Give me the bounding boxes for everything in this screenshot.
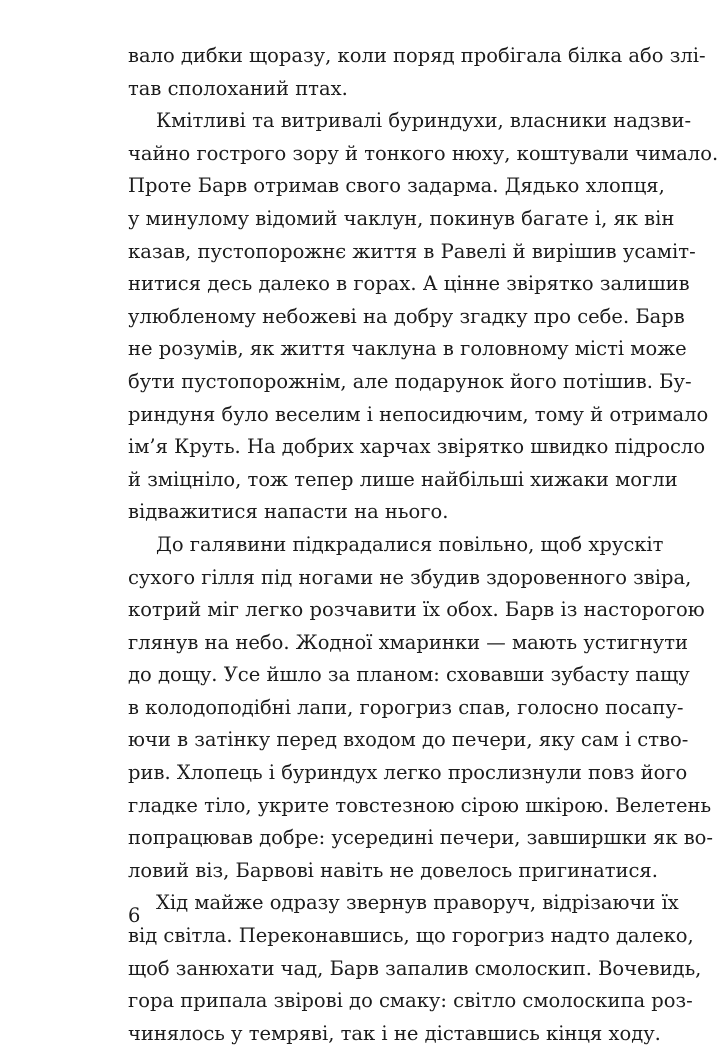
text-line: нитися десь далеко в горах. А цінне звірятко залишив bbox=[128, 272, 690, 296]
text-line: у минулому відомий чаклун, покинув багате і, як він bbox=[128, 206, 675, 230]
paragraph bbox=[128, 105, 719, 529]
text-line: рив. Хлопець і буриндух легко прослизнули повз його bbox=[128, 761, 688, 785]
text-line: щоб занюхати чад, Барв запалив смолоскип. Вочевидь, bbox=[128, 956, 702, 980]
text-line: бути пустопорожнім, але подарунок його потішив. Бу- bbox=[128, 369, 692, 393]
text-line: тав сполоханий птах. bbox=[128, 76, 348, 100]
text-line: до дощу. Усе йшло за планом: сховавши зубасту пащу bbox=[128, 663, 690, 687]
text-line: гладке тіло, укрите товстезною сірою шкірою. Велетень bbox=[128, 793, 712, 817]
text-line: ловий віз, Барвові навіть не довелось пригинатися. bbox=[128, 858, 658, 882]
text-line: в колодоподібні лапи, горогриз спав, голосно посапу- bbox=[128, 695, 684, 719]
body-text bbox=[128, 40, 719, 1050]
paragraph bbox=[128, 40, 706, 105]
text-line: Хід майже одразу звернув праворуч, відрізаючи їх bbox=[156, 891, 679, 915]
text-line: улюбленому небожеві на добру згадку про себе. Барв bbox=[128, 304, 685, 328]
text-line: від світла. Переконавшись, що горогриз надто далеко, bbox=[128, 924, 694, 948]
text-line: вало дибки щоразу, коли поряд пробігала білка або злі- bbox=[128, 44, 706, 67]
text-line: гора припала звірові до смаку: світло смолоскипа роз- bbox=[128, 989, 693, 1013]
paragraph bbox=[128, 887, 702, 1050]
text-line: Проте Барв отримав свого задарма. Дядько хлопця, bbox=[128, 174, 665, 198]
text-line: чайно гострого зору й тонкого нюху, коштували чимало. bbox=[128, 141, 719, 165]
text-line: котрий міг легко розчавити їх обох. Барв із насторогою bbox=[128, 598, 705, 622]
text-line: казав, пустопорожнє життя в Равелі й вирішив усаміт- bbox=[128, 239, 696, 263]
text-line: ім’я Круть. На добрих харчах звірятко швидко підросло bbox=[128, 435, 706, 459]
text-line: чинялось у темряві, так і не діставшись кінця ходу. bbox=[128, 1021, 661, 1045]
text-line: попрацював добре: усередині печери, завширшки як во- bbox=[128, 826, 714, 850]
text-line: До галявини підкрадалися повільно, щоб хрускіт bbox=[156, 532, 664, 556]
text-line: Кмітливі та витривалі буриндухи, власники надзви- bbox=[156, 109, 692, 133]
text-line: риндуня було веселим і непосидючим, тому й отримало bbox=[128, 402, 709, 426]
paragraph bbox=[128, 529, 714, 888]
text-line: відважитися напасти на нього. bbox=[128, 500, 449, 524]
text-line: не розумів, як життя чаклуна в головному місті може bbox=[128, 337, 687, 361]
text-line: ючи в затінку перед входом до печери, яку сам і ство- bbox=[128, 728, 689, 752]
text-line: глянув на небо. Жодної хмаринки — мають устигнути bbox=[128, 630, 688, 654]
text-line: й зміцніло, тож тепер лише найбільші хижаки могли bbox=[128, 467, 678, 491]
page-number: 6 bbox=[128, 904, 141, 927]
text-line: сухого гілля під ногами не збудив здоровенного звіра, bbox=[128, 565, 692, 589]
